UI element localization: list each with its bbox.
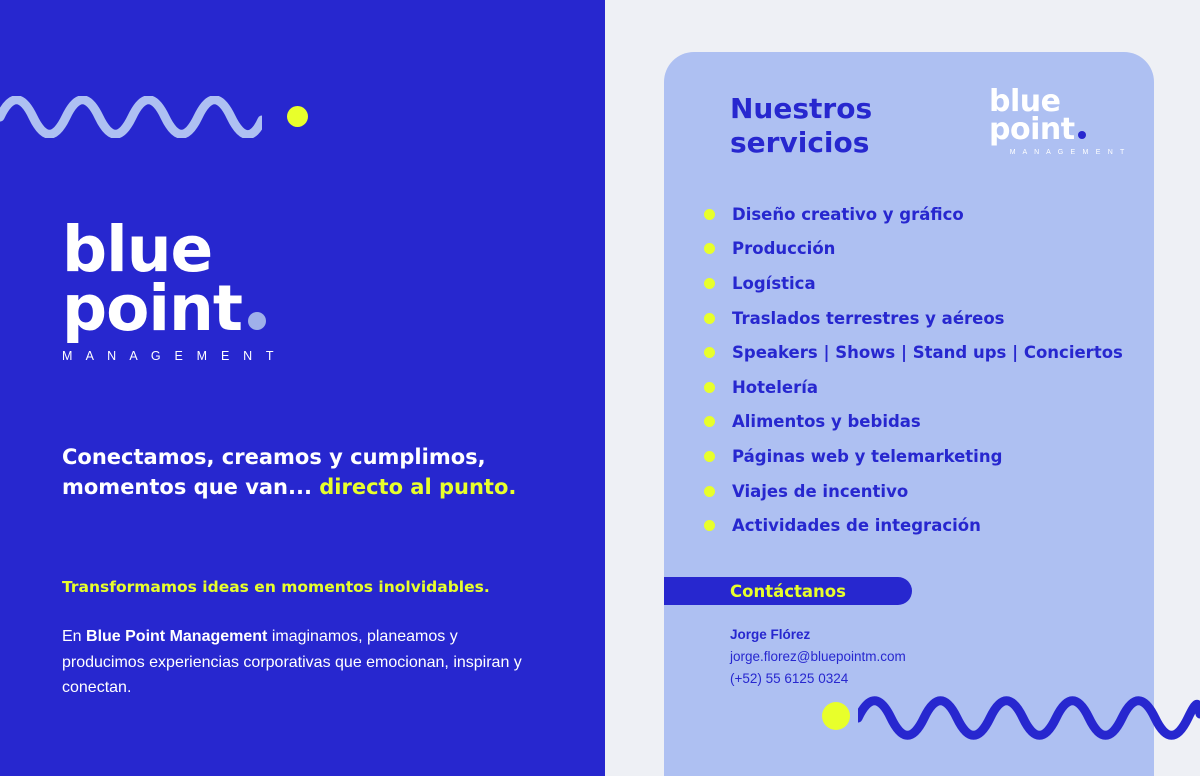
dot-decoration-yellow-bottom (822, 702, 850, 730)
list-item (704, 232, 1124, 267)
brand-logo-line1: blue (62, 213, 213, 286)
bullet-icon (704, 520, 715, 531)
card-brand-logo-subtitle: M A N A G E M E N T (1009, 149, 1127, 157)
list-item (704, 370, 1124, 405)
service-label: Logística (732, 273, 816, 293)
wave-decoration-bottom (858, 694, 1200, 745)
contact-banner-label: Contáctanos (730, 581, 846, 601)
services-title: Nuestros servicios (730, 92, 873, 159)
intro-paragraph-pre: En (62, 628, 87, 645)
card-brand-logo-line1: blue (989, 84, 1061, 119)
service-label: Hotelería (732, 377, 818, 397)
bullet-icon (704, 347, 715, 358)
contact-name: Jorge Flórez (730, 627, 811, 642)
bullet-icon (704, 486, 715, 497)
bullet-icon (704, 416, 715, 427)
list-item (704, 405, 1124, 440)
brand-logo-line2-row (62, 272, 332, 346)
bullet-icon (704, 243, 715, 254)
wave-decoration-top (0, 96, 262, 143)
service-label: Viajes de incentivo (732, 481, 909, 501)
service-label: Páginas web y telemarketing (732, 446, 1003, 466)
bullet-icon (704, 209, 715, 220)
list-item (704, 266, 1124, 301)
list-item (704, 301, 1124, 336)
transform-headline: Transformamos ideas en momentos inolvidables. (62, 578, 490, 596)
service-label: Speakers | Shows | Stand ups | Conciertos (732, 343, 1123, 363)
services-card (664, 52, 1154, 776)
tagline-line2: momentos que van... (62, 475, 320, 500)
card-brand-logo-line2: point (989, 111, 1075, 147)
service-label: Actividades de integración (732, 516, 981, 536)
contact-banner[interactable] (664, 577, 912, 605)
right-panel (605, 0, 1200, 776)
brand-logo-dot-icon (248, 312, 266, 330)
brand-logo-line2: point (62, 272, 242, 346)
list-item (704, 439, 1124, 474)
service-label: Traslados terrestres y aéreos (732, 308, 1005, 328)
brand-logo (62, 213, 332, 363)
card-brand-logo (989, 84, 1129, 157)
list-item (704, 197, 1124, 232)
list-item (704, 335, 1124, 370)
services-list (704, 197, 1124, 543)
tagline (62, 442, 562, 503)
brand-logo-subtitle: M A N A G E M E N T (62, 348, 279, 363)
intro-paragraph-bold: Blue Point Management (86, 628, 268, 645)
bullet-icon (704, 451, 715, 462)
list-item (704, 474, 1124, 509)
list-item (704, 508, 1124, 543)
bullet-icon (704, 278, 715, 289)
service-label: Diseño creativo y gráfico (732, 204, 964, 224)
contact-email[interactable]: jorge.florez@bluepointm.com (730, 648, 906, 664)
bullet-icon (704, 382, 715, 393)
card-brand-logo-line2-row (989, 111, 1129, 147)
intro-paragraph-post: imaginamos, planeamos y producimos experiencias corporativas que emocionan, inspiran y conectan. (62, 628, 522, 697)
service-label: Producción (732, 239, 836, 259)
intro-paragraph (62, 624, 532, 701)
contact-phone[interactable]: (+52) 55 6125 0324 (730, 670, 849, 686)
bullet-icon (704, 313, 715, 324)
tagline-accent: directo al punto. (319, 475, 517, 500)
card-brand-logo-dot-icon (1078, 131, 1086, 139)
service-label: Alimentos y bebidas (732, 412, 921, 432)
tagline-line1: Conectamos, creamos y cumplimos, (62, 445, 486, 469)
dot-decoration-yellow-top (287, 106, 308, 127)
contact-info (730, 624, 906, 690)
